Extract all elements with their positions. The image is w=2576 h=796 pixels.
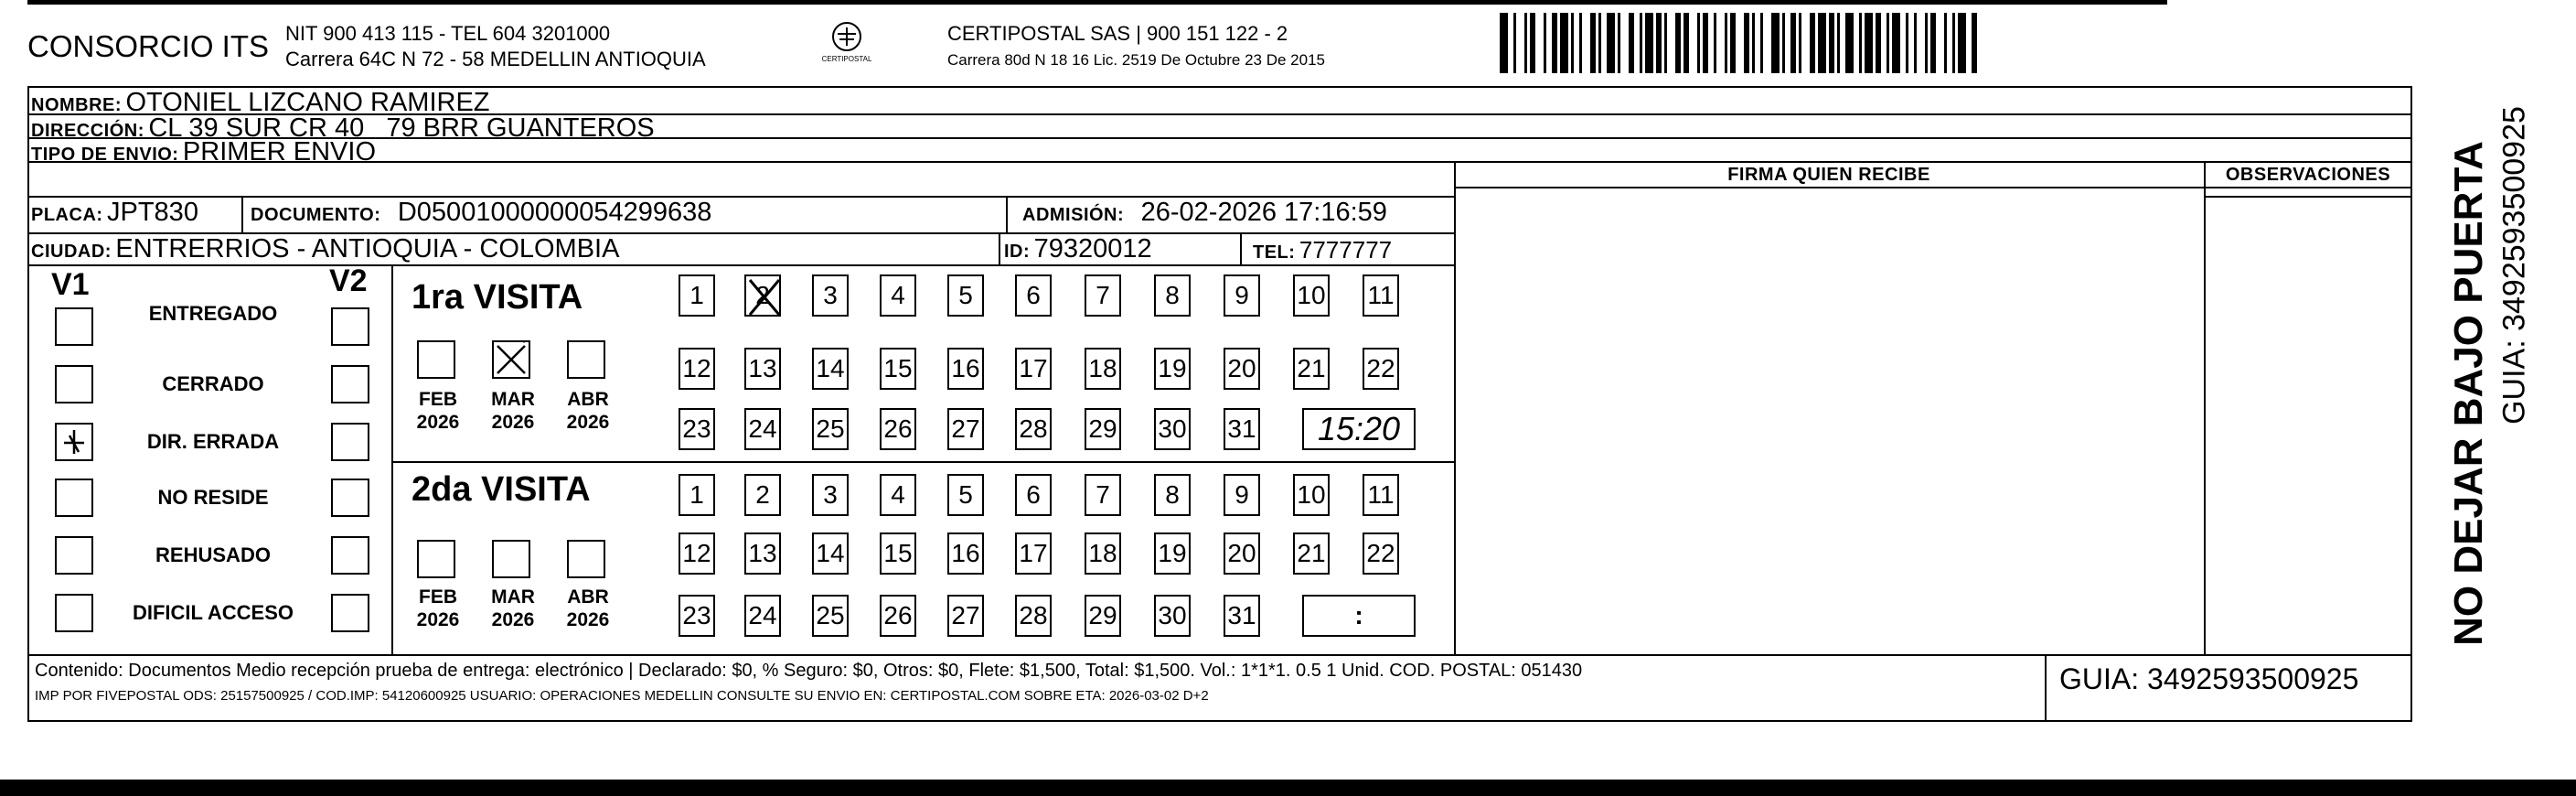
- company-name: CONSORCIO ITS: [27, 29, 270, 63]
- barcode-bar: [1972, 13, 1977, 73]
- month-label: MAR 2026: [491, 389, 535, 433]
- day-box[interactable]: 12: [679, 348, 715, 390]
- day-box[interactable]: 18: [1085, 532, 1121, 575]
- barcode-bar: [1664, 13, 1667, 73]
- carrier-line-1: CERTIPOSTAL SAS | 900 151 122 - 2: [947, 22, 1288, 45]
- id-value: 79320012: [1033, 234, 1152, 264]
- id-label: ID:: [1004, 242, 1031, 262]
- barcode-bar: [1914, 13, 1917, 73]
- day-box[interactable]: 2: [744, 474, 781, 516]
- day-box[interactable]: 23: [679, 408, 715, 450]
- day-box[interactable]: 12: [679, 532, 715, 575]
- day-box[interactable]: 21: [1293, 348, 1330, 390]
- day-box[interactable]: 13: [744, 532, 781, 575]
- nombre-label: NOMBRE:: [31, 95, 123, 115]
- visit-title: 1ra VISITA: [412, 278, 583, 317]
- v1-checkbox[interactable]: [55, 479, 93, 517]
- day-box[interactable]: 7: [1085, 474, 1121, 516]
- day-box[interactable]: 14: [812, 348, 849, 390]
- day-box[interactable]: 21: [1293, 532, 1330, 575]
- v1-checkbox[interactable]: [55, 594, 93, 632]
- day-box[interactable]: 20: [1224, 532, 1260, 575]
- day-box[interactable]: 11: [1363, 474, 1399, 516]
- tipo-label: TIPO DE ENVIO:: [31, 145, 179, 165]
- tel-label: TEL:: [1253, 242, 1296, 263]
- barcode-bar: [1790, 13, 1796, 73]
- day-box[interactable]: 25: [812, 595, 849, 637]
- admision-label: ADMISIÓN:: [1022, 205, 1125, 225]
- month-checkbox[interactable]: [567, 340, 605, 379]
- day-box[interactable]: 22: [1363, 532, 1399, 575]
- barcode-bar: [1810, 13, 1815, 73]
- day-box[interactable]: 18: [1085, 348, 1121, 390]
- barcode-bar: [1675, 13, 1681, 73]
- time-box[interactable]: 15:20: [1302, 408, 1416, 450]
- side-guia: GUIA: 3492593500925: [2496, 106, 2532, 425]
- barcode-bar: [1513, 13, 1516, 73]
- nombre-value: OTONIEL LIZCANO RAMIREZ: [125, 88, 490, 117]
- day-box[interactable]: 6: [1015, 274, 1052, 317]
- x-mark-icon: [746, 276, 783, 318]
- carrier-line-2: Carrera 80d N 18 16 Lic. 2519 De Octubre 23 De 2015: [947, 51, 1325, 69]
- day-box[interactable]: 25: [812, 408, 849, 450]
- month-label: ABR 2026: [566, 389, 610, 433]
- barcode-bar: [1590, 13, 1596, 73]
- day-box[interactable]: 15: [880, 532, 916, 575]
- day-box[interactable]: 30: [1154, 595, 1191, 637]
- day-box[interactable]: 27: [947, 408, 984, 450]
- barcode-bar: [1876, 13, 1881, 73]
- barcode-bar: [1771, 13, 1780, 73]
- x-mark-icon: [494, 342, 529, 377]
- day-box[interactable]: 10: [1293, 474, 1330, 516]
- direccion-label: DIRECCIÓN:: [31, 121, 144, 141]
- barcode: [1500, 0, 2222, 82]
- placa-row: [31, 198, 198, 228]
- barcode-bar: [1760, 13, 1763, 73]
- documento-row: [251, 198, 711, 228]
- day-box[interactable]: 22: [1363, 348, 1399, 390]
- month-label: FEB 2026: [416, 389, 460, 433]
- check-mark-icon: [57, 425, 91, 459]
- day-box[interactable]: 16: [947, 348, 984, 390]
- barcode-bar: [1829, 13, 1834, 73]
- day-box[interactable]: 17: [1015, 532, 1052, 575]
- status-label: DIR. ERRADA: [146, 430, 280, 453]
- day-box[interactable]: 5: [947, 474, 984, 516]
- direccion-value: CL 39 SUR CR 40 79 BRR GUANTEROS: [148, 113, 655, 143]
- day-box[interactable]: 15: [880, 348, 916, 390]
- placa-value: JPT830: [107, 198, 198, 227]
- month-label: FEB 2026: [416, 586, 460, 630]
- day-box[interactable]: 31: [1224, 408, 1260, 450]
- day-box[interactable]: 4: [880, 274, 916, 317]
- month-label: ABR 2026: [566, 586, 610, 630]
- firma-header: FIRMA QUIEN RECIBE: [1727, 165, 1930, 185]
- day-box[interactable]: 8: [1154, 274, 1191, 317]
- barcode-bar: [1645, 13, 1653, 73]
- tel-row: [1253, 236, 1392, 264]
- barcode-bar: [1697, 13, 1700, 73]
- placa-label: PLACA:: [31, 205, 103, 225]
- barcode-bar: [1799, 13, 1801, 73]
- day-box[interactable]: 10: [1293, 274, 1330, 317]
- tipo-value: PRIMER ENVIO: [182, 137, 377, 167]
- barcode-bar: [1571, 13, 1574, 73]
- barcode-bar: [1887, 13, 1889, 73]
- day-box[interactable]: 7: [1085, 274, 1121, 317]
- barcode-bar: [1837, 13, 1840, 73]
- barcode-bar: [1544, 13, 1546, 73]
- ciudad-row: [31, 234, 619, 264]
- v2-checkbox[interactable]: [331, 594, 369, 632]
- day-box[interactable]: 17: [1015, 348, 1052, 390]
- barcode-bar: [1752, 13, 1755, 73]
- admision-value: 26-02-2026 17:16:59: [1140, 198, 1387, 227]
- day-box[interactable]: 1: [679, 274, 715, 317]
- barcode-bar: [1629, 13, 1634, 73]
- barcode-bar: [1818, 13, 1826, 73]
- day-box[interactable]: 6: [1015, 474, 1052, 516]
- time-box[interactable]: :: [1302, 595, 1416, 637]
- v1-checkbox[interactable]: [55, 536, 93, 575]
- day-box[interactable]: 24: [744, 595, 781, 637]
- month-checkbox[interactable]: [492, 340, 530, 379]
- v1-checkbox[interactable]: [55, 307, 93, 346]
- tipo-row: [31, 137, 376, 167]
- day-box[interactable]: 14: [812, 532, 849, 575]
- v2-checkbox[interactable]: [331, 536, 369, 575]
- v2-checkbox[interactable]: [331, 479, 369, 517]
- footer-line-1: Contenido: Documentos Medio recepción prueba de entrega: electrónico | Declarado: $0, % Seguro: $0, Otros: $0, Flete: $1,500, Total: $1,500. Vol.: 1*1*1. 0.5 1 Unid. COD. POSTAL: 051430: [35, 661, 1583, 681]
- day-box[interactable]: 2: [744, 274, 781, 317]
- admision-row: [1022, 198, 1387, 228]
- barcode-bar: [1730, 13, 1736, 73]
- footer-line-2: IMP POR FIVEPOSTAL ODS: 25157500925 / COD.IMP: 54120600925 USUARIO: OPERACIONES MEDELLIN CONSULTE SU ENVIO EN: CERTIPOSTAL.COM SOBRE ETA: 2026-03-02 D+2: [35, 688, 1209, 704]
- day-box[interactable]: 24: [744, 408, 781, 450]
- ciudad-label: CIUDAD:: [31, 242, 112, 262]
- company-line-2: Carrera 64C N 72 - 58 MEDELLIN ANTIOQUIA: [285, 48, 706, 70]
- day-box[interactable]: 3: [812, 474, 849, 516]
- barcode-bar: [1683, 13, 1689, 73]
- day-box[interactable]: 8: [1154, 474, 1191, 516]
- day-box[interactable]: 5: [947, 274, 984, 317]
- status-label: NO RESIDE: [157, 486, 269, 509]
- bottom-border: [0, 780, 2576, 796]
- barcode-bar: [1579, 13, 1582, 73]
- month-checkbox[interactable]: [492, 540, 530, 578]
- barcode-bar: [1530, 13, 1535, 73]
- barcode-bar: [1925, 13, 1928, 73]
- status-label: DIFICIL ACCESO: [132, 601, 294, 624]
- month-label: MAR 2026: [491, 586, 535, 630]
- barcode-bar: [1906, 13, 1908, 73]
- barcode-bar: [1744, 13, 1749, 73]
- barcode-bar: [1845, 13, 1854, 73]
- day-box[interactable]: 19: [1154, 532, 1191, 575]
- day-box[interactable]: 29: [1085, 595, 1121, 637]
- day-box[interactable]: 4: [880, 474, 916, 516]
- status-label: ENTREGADO: [148, 302, 278, 325]
- month-checkbox[interactable]: [417, 340, 455, 379]
- barcode-bar: [1714, 13, 1716, 73]
- barcode-bar: [1703, 13, 1708, 73]
- barcode-bar: [1930, 13, 1936, 73]
- barcode-bar: [1552, 13, 1557, 73]
- day-box[interactable]: 9: [1224, 474, 1260, 516]
- day-box[interactable]: 20: [1224, 348, 1260, 390]
- v2-header: V2: [329, 264, 368, 298]
- tel-value: 7777777: [1299, 236, 1393, 264]
- day-box[interactable]: 11: [1363, 274, 1399, 317]
- observaciones-header: OBSERVACIONES: [2225, 165, 2391, 185]
- v1-checkbox[interactable]: [55, 365, 93, 403]
- barcode-bar: [1865, 13, 1873, 73]
- month-checkbox[interactable]: [567, 540, 605, 578]
- status-label: CERRADO: [162, 372, 264, 395]
- barcode-bar: [1500, 13, 1508, 73]
- day-box[interactable]: 28: [1015, 408, 1052, 450]
- certipostal-logo: [821, 18, 872, 71]
- ciudad-value: ENTRERRIOS - ANTIOQUIA - COLOMBIA: [115, 234, 620, 264]
- barcode-bar: [1859, 13, 1862, 73]
- status-label: REHUSADO: [155, 543, 271, 566]
- day-box[interactable]: 27: [947, 595, 984, 637]
- day-box[interactable]: 26: [880, 595, 916, 637]
- v2-checkbox[interactable]: [331, 365, 369, 403]
- barcode-bar: [1524, 13, 1527, 73]
- documento-value: D05001000000054299638: [397, 198, 712, 227]
- barcode-bar: [1598, 13, 1601, 73]
- barcode-bar: [1618, 13, 1620, 73]
- certipostal-logo-text: CERTIPOSTAL: [821, 55, 872, 63]
- visit-title: 2da VISITA: [412, 470, 591, 509]
- day-box[interactable]: 23: [679, 595, 715, 637]
- barcode-bar: [1944, 13, 1947, 73]
- barcode-bar: [1560, 13, 1568, 73]
- barcode-bar: [1656, 13, 1662, 73]
- v1-header: V1: [51, 267, 90, 302]
- barcode-bar: [1725, 13, 1727, 73]
- day-box[interactable]: 13: [744, 348, 781, 390]
- barcode-bar: [1640, 13, 1642, 73]
- barcode-bar: [1958, 13, 1966, 73]
- side-warning: NO DEJAR BAJO PUERTA: [2446, 141, 2491, 646]
- day-box[interactable]: 30: [1154, 408, 1191, 450]
- barcode-bar: [1952, 13, 1955, 73]
- documento-label: DOCUMENTO:: [251, 205, 381, 225]
- day-box[interactable]: 28: [1015, 595, 1052, 637]
- footer-guia: GUIA: 3492593500925: [2059, 662, 2359, 695]
- day-box[interactable]: 26: [880, 408, 916, 450]
- company-line-1: NIT 900 413 115 - TEL 604 3201000: [285, 22, 611, 45]
- barcode-bar: [1782, 13, 1785, 73]
- day-box[interactable]: 16: [947, 532, 984, 575]
- id-row: [1004, 234, 1152, 264]
- day-box[interactable]: 29: [1085, 408, 1121, 450]
- v1-checkbox[interactable]: [55, 423, 93, 461]
- v2-checkbox[interactable]: [331, 423, 369, 461]
- day-box[interactable]: 1: [679, 474, 715, 516]
- day-box[interactable]: 3: [812, 274, 849, 317]
- day-box[interactable]: 19: [1154, 348, 1191, 390]
- v2-checkbox[interactable]: [331, 307, 369, 346]
- day-box[interactable]: 31: [1224, 595, 1260, 637]
- barcode-bar: [1892, 13, 1900, 73]
- day-box[interactable]: 9: [1224, 274, 1260, 317]
- barcode-bar: [1607, 13, 1615, 73]
- month-checkbox[interactable]: [417, 540, 455, 578]
